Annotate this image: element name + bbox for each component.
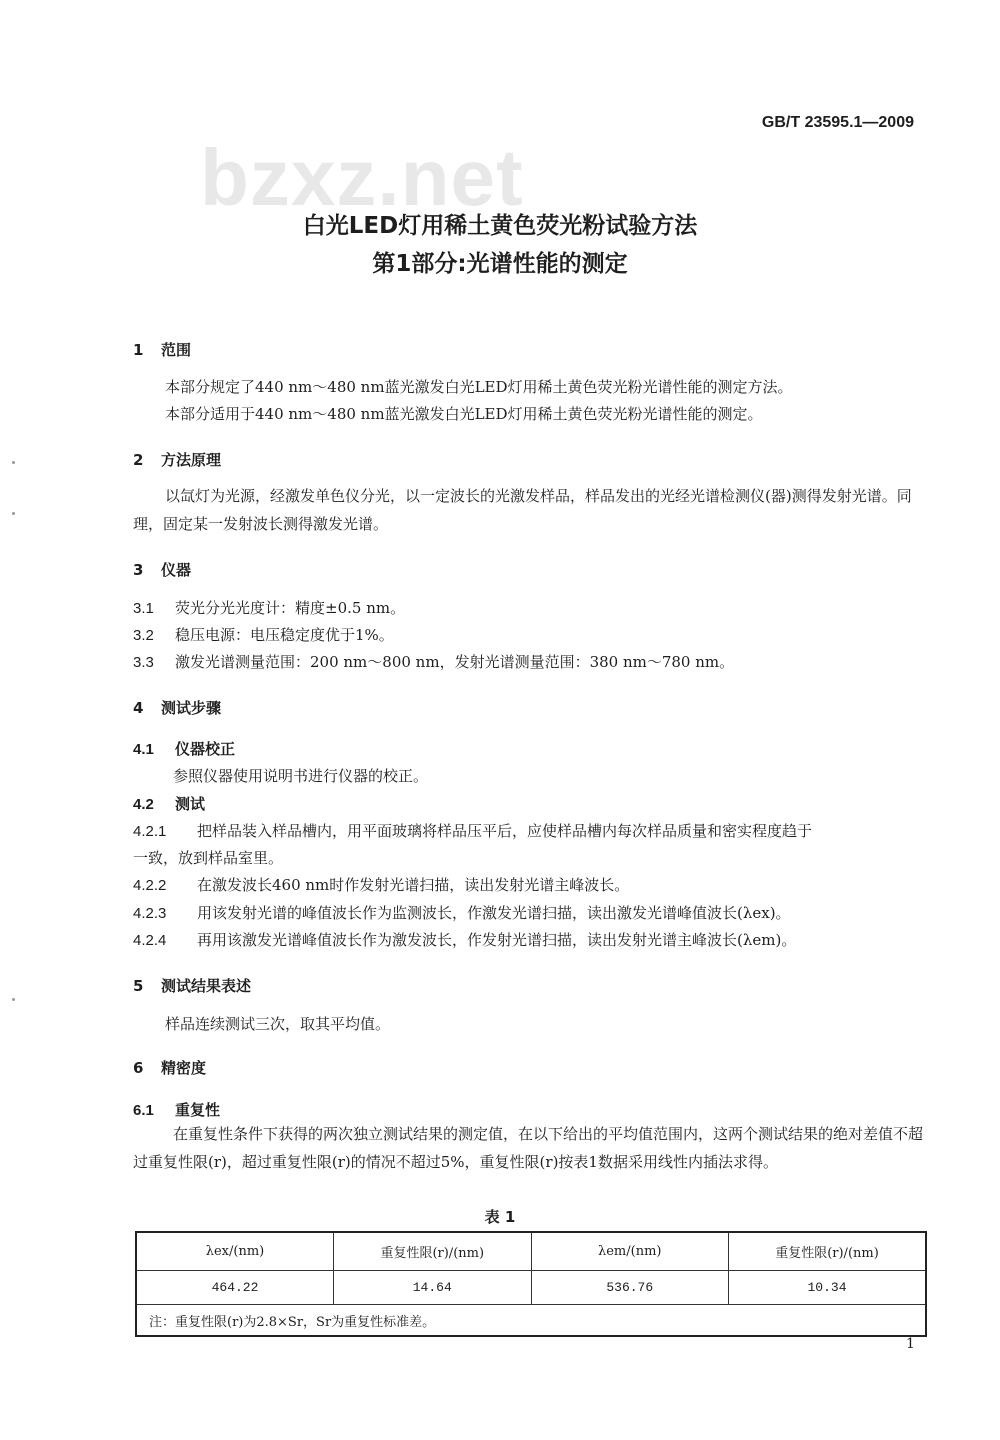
document-subtitle: 第1部分:光谱性能的测定 [372,251,628,277]
section-5-paragraph: 样品连续测试三次，取其平均值。 [165,1015,391,1033]
scan-speck [12,998,15,1001]
clause-number: 4.2.3 [133,905,167,922]
clause-number: 6.1 [133,1102,154,1119]
clause-4-2-1-continued: 一致，放到样品室里。 [133,849,284,867]
section-number: 6 [133,1059,144,1077]
section-1-paragraph-1: 本部分规定了440 nm～480 nm蓝光激发白光LED灯用稀土黄色荧光粉光谱性能的测定方法。 [165,378,793,396]
section-6-heading [133,1057,206,1078]
table-cell: 14.64 [334,1271,532,1305]
document-title: 白光LED灯用稀土黄色荧光粉试验方法 [302,213,698,239]
section-number: 2 [133,451,144,469]
table-row [136,1271,926,1305]
table-header-cell: λem/(nm) [531,1232,729,1271]
section-1-heading [133,339,191,360]
clause-text: 荧光分光光度计：精度±0.5 nm。 [175,599,406,617]
table-cell: 464.22 [136,1271,334,1305]
section-number: 3 [133,561,144,579]
section-number: 5 [133,977,144,995]
clause-text: 用该发射光谱的峰值波长作为监测波长，作激发光谱扫描，读出激发光谱峰值波长(λex)。 [197,904,791,922]
clause-number: 4.2 [133,796,154,813]
table-cell: 536.76 [531,1271,729,1305]
table-caption: 表 1 [484,1208,516,1226]
clause-title: 测试 [175,795,206,813]
section-4-heading [133,697,221,718]
standard-number: GB/T 23595.1—2009 [761,114,914,131]
page-number: 1 [906,1336,915,1352]
section-2-paragraph: 以氙灯为光源，经激发单色仪分光，以一定波长的光激发样品，样品发出的光经光谱检测仪(器)测得发射光谱。同理，固定某一发射波长测得激发光谱。 [133,487,912,533]
section-5-heading [133,975,251,996]
clause-6-1-heading [133,1099,220,1120]
table-header-cell: λex/(nm) [136,1232,334,1271]
clause-number: 3.1 [133,600,154,617]
clause-text: 稳压电源：电压稳定度优于1%。 [175,626,394,644]
table-note: 注：重复性限(r)为2.8×Sr，Sr为重复性标准差。 [136,1305,926,1337]
clause-number: 3.2 [133,627,154,644]
section-2-heading [133,449,221,470]
clause-3-3 [133,651,734,672]
section-title: 仪器 [161,561,192,579]
section-3-heading [133,559,191,580]
clause-number: 4.2.4 [133,932,167,949]
clause-number: 4.1 [133,741,154,758]
table-note-row [136,1305,926,1337]
clause-text: 在激发波长460 nm时作发射光谱扫描，读出发射光谱主峰波长。 [197,876,630,894]
clause-4-2-1 [133,820,812,841]
clause-3-2 [133,624,394,645]
clause-4-2-heading [133,793,205,814]
clause-text: 把样品装入样品槽内，用平面玻璃将样品压平后，应使样品槽内每次样品质量和密实程度趋于 [197,822,813,840]
clause-4-1-text: 参照仪器使用说明书进行仪器的校正。 [173,767,429,785]
clause-6-1-text: 在重复性条件下获得的两次独立测试结果的测定值，在以下给出的平均值范围内，这两个测试结果的绝对差值不超过重复性限(r)，超过重复性限(r)的情况不超过5%，重复性限(r)按表1数据采用线性内插法求得。 [133,1125,924,1171]
clause-number: 4.2.1 [133,823,167,840]
clause-4-2-2 [133,874,629,895]
clause-title: 仪器校正 [175,740,236,758]
scan-speck [12,512,15,515]
table-cell: 10.34 [729,1271,927,1305]
clause-4-2-3 [133,902,791,923]
table-header-cell: 重复性限(r)/(nm) [729,1232,927,1271]
clause-text: 激发光谱测量范围：200 nm～800 nm，发射光谱测量范围：380 nm～780 nm。 [175,653,735,671]
section-title: 方法原理 [161,451,222,469]
clause-text: 再用该激发光谱峰值波长作为激发波长，作发射光谱扫描，读出发射光谱主峰波长(λem)。 [197,931,797,949]
watermark: bzxz.net [200,133,524,222]
clause-number: 3.3 [133,654,154,671]
section-title: 范围 [161,341,192,359]
table-header-row [136,1232,926,1271]
clause-4-1-heading [133,738,235,759]
section-number: 1 [133,341,144,359]
clause-number: 4.2.2 [133,877,167,894]
section-1-paragraph-2: 本部分适用于440 nm～480 nm蓝光激发白光LED灯用稀土黄色荧光粉光谱性能的测定。 [165,405,763,423]
section-title: 测试步骤 [161,699,222,717]
table-header-cell: 重复性限(r)/(nm) [334,1232,532,1271]
clause-3-1 [133,597,405,618]
section-title: 精密度 [161,1059,207,1077]
clause-4-2-4 [133,929,796,950]
section-number: 4 [133,699,144,717]
section-title: 测试结果表述 [161,977,252,995]
scan-speck [12,461,15,464]
clause-title: 重复性 [175,1101,221,1119]
repeatability-table [135,1231,927,1337]
